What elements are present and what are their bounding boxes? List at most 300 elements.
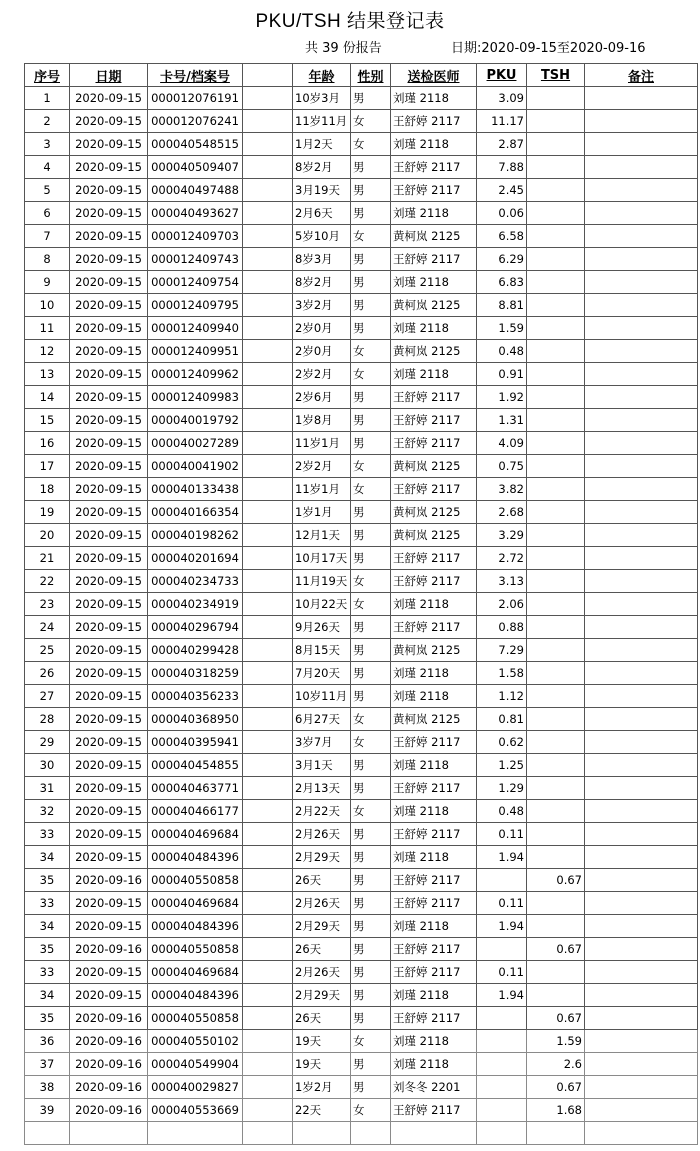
table-row <box>25 363 698 386</box>
cell-pku: 0.91 <box>477 363 527 386</box>
cell-age: 19天 <box>293 1030 351 1053</box>
cell-index <box>25 1122 70 1145</box>
cell-index: 37 <box>25 1053 70 1076</box>
cell-sex: 男 <box>351 1053 391 1076</box>
table-row <box>25 455 698 478</box>
table-row <box>25 800 698 823</box>
cell-remarks <box>585 1030 698 1053</box>
cell-remarks <box>585 110 698 133</box>
cell-remarks <box>585 1053 698 1076</box>
cell-age: 3月19天 <box>293 179 351 202</box>
cell-pku: 3.29 <box>477 524 527 547</box>
cell-card-number: 000040234733 <box>148 570 243 593</box>
cell-doctor: 王舒婷 2117 <box>391 892 477 915</box>
cell-index: 34 <box>25 915 70 938</box>
cell-blank <box>243 1007 293 1030</box>
cell-remarks <box>585 685 698 708</box>
cell-tsh <box>527 386 585 409</box>
cell-tsh: 2.6 <box>527 1053 585 1076</box>
cell-sex: 男 <box>351 524 391 547</box>
cell-tsh <box>527 547 585 570</box>
cell-doctor: 王舒婷 2117 <box>391 1099 477 1122</box>
header-blank <box>243 64 293 87</box>
cell-index: 20 <box>25 524 70 547</box>
cell-card-number: 000040509407 <box>148 156 243 179</box>
cell-blank <box>243 340 293 363</box>
cell-card-number <box>148 1122 243 1145</box>
cell-pku: 0.81 <box>477 708 527 731</box>
cell-index: 33 <box>25 892 70 915</box>
table-row <box>25 984 698 1007</box>
cell-tsh: 1.68 <box>527 1099 585 1122</box>
cell-pku: 6.83 <box>477 271 527 294</box>
cell-date: 2020-09-15 <box>70 386 148 409</box>
cell-age: 2月29天 <box>293 846 351 869</box>
cell-card-number: 000040484396 <box>148 984 243 1007</box>
cell-pku: 1.94 <box>477 915 527 938</box>
cell-blank <box>243 547 293 570</box>
cell-age: 11月19天 <box>293 570 351 593</box>
cell-remarks <box>585 1007 698 1030</box>
cell-card-number: 000012409940 <box>148 317 243 340</box>
cell-pku: 0.11 <box>477 961 527 984</box>
cell-card-number: 000012409983 <box>148 386 243 409</box>
cell-date: 2020-09-15 <box>70 248 148 271</box>
cell-index: 11 <box>25 317 70 340</box>
cell-card-number: 000040201694 <box>148 547 243 570</box>
cell-age: 19天 <box>293 1053 351 1076</box>
cell-doctor: 王舒婷 2117 <box>391 938 477 961</box>
table-row <box>25 432 698 455</box>
cell-tsh <box>527 984 585 1007</box>
cell-sex: 男 <box>351 892 391 915</box>
cell-tsh <box>527 892 585 915</box>
cell-tsh <box>527 133 585 156</box>
cell-index: 9 <box>25 271 70 294</box>
cell-index: 34 <box>25 846 70 869</box>
cell-index: 4 <box>25 156 70 179</box>
cell-tsh <box>527 915 585 938</box>
cell-blank <box>243 685 293 708</box>
cell-card-number: 000040469684 <box>148 823 243 846</box>
cell-index: 19 <box>25 501 70 524</box>
cell-tsh <box>527 340 585 363</box>
cell-sex: 男 <box>351 432 391 455</box>
cell-tsh <box>527 455 585 478</box>
cell-sex: 女 <box>351 225 391 248</box>
cell-age: 2岁2月 <box>293 455 351 478</box>
cell-sex: 女 <box>351 570 391 593</box>
cell-sex: 女 <box>351 593 391 616</box>
cell-tsh <box>527 731 585 754</box>
cell-age: 2月26天 <box>293 961 351 984</box>
table-row <box>25 570 698 593</box>
cell-index: 39 <box>25 1099 70 1122</box>
cell-tsh <box>527 1122 585 1145</box>
cell-date: 2020-09-16 <box>70 1053 148 1076</box>
cell-tsh <box>527 156 585 179</box>
cell-index: 12 <box>25 340 70 363</box>
header-age: 年龄 <box>293 64 351 87</box>
cell-date: 2020-09-16 <box>70 869 148 892</box>
cell-card-number: 000040549904 <box>148 1053 243 1076</box>
cell-card-number: 000012409703 <box>148 225 243 248</box>
cell-blank <box>243 1099 293 1122</box>
cell-date: 2020-09-15 <box>70 731 148 754</box>
cell-remarks <box>585 708 698 731</box>
cell-blank <box>243 639 293 662</box>
cell-index: 14 <box>25 386 70 409</box>
cell-date: 2020-09-15 <box>70 547 148 570</box>
cell-age: 9月26天 <box>293 616 351 639</box>
cell-age: 1岁2月 <box>293 1076 351 1099</box>
cell-doctor: 王舒婷 2117 <box>391 547 477 570</box>
cell-date: 2020-09-15 <box>70 179 148 202</box>
cell-remarks <box>585 432 698 455</box>
cell-tsh <box>527 754 585 777</box>
cell-card-number: 000040356233 <box>148 685 243 708</box>
cell-age: 2月6天 <box>293 202 351 225</box>
cell-tsh <box>527 708 585 731</box>
report-title: PKU/TSH 结果登记表 <box>255 11 445 32</box>
cell-remarks <box>585 87 698 110</box>
cell-index: 23 <box>25 593 70 616</box>
cell-remarks <box>585 409 698 432</box>
cell-card-number: 000040550102 <box>148 1030 243 1053</box>
cell-pku: 0.06 <box>477 202 527 225</box>
cell-blank <box>243 777 293 800</box>
cell-index: 27 <box>25 685 70 708</box>
cell-pku: 3.13 <box>477 570 527 593</box>
cell-age: 2岁6月 <box>293 386 351 409</box>
table-row <box>25 501 698 524</box>
cell-sex: 男 <box>351 271 391 294</box>
table-row <box>25 179 698 202</box>
cell-card-number: 000040454855 <box>148 754 243 777</box>
cell-blank <box>243 225 293 248</box>
cell-tsh <box>527 409 585 432</box>
cell-remarks <box>585 961 698 984</box>
cell-sex: 男 <box>351 662 391 685</box>
cell-card-number: 000040041902 <box>148 455 243 478</box>
cell-doctor: 王舒婷 2117 <box>391 570 477 593</box>
table-row <box>25 1030 698 1053</box>
cell-blank <box>243 294 293 317</box>
cell-age: 26天 <box>293 938 351 961</box>
cell-blank <box>243 570 293 593</box>
cell-blank <box>243 87 293 110</box>
cell-age: 2月26天 <box>293 892 351 915</box>
cell-sex: 男 <box>351 984 391 1007</box>
cell-blank <box>243 961 293 984</box>
cell-tsh <box>527 593 585 616</box>
cell-sex: 男 <box>351 156 391 179</box>
table-row <box>25 547 698 570</box>
cell-blank <box>243 179 293 202</box>
cell-tsh <box>527 363 585 386</box>
cell-doctor: 刘瑾 2118 <box>391 133 477 156</box>
cell-index: 18 <box>25 478 70 501</box>
cell-index: 28 <box>25 708 70 731</box>
cell-doctor: 刘瑾 2118 <box>391 685 477 708</box>
cell-blank <box>243 593 293 616</box>
table-row <box>25 1007 698 1030</box>
table-row <box>25 524 698 547</box>
cell-blank <box>243 248 293 271</box>
cell-remarks <box>585 846 698 869</box>
cell-doctor: 刘瑾 2118 <box>391 662 477 685</box>
cell-doctor <box>391 1122 477 1145</box>
cell-date: 2020-09-15 <box>70 915 148 938</box>
cell-index: 24 <box>25 616 70 639</box>
cell-sex: 女 <box>351 110 391 133</box>
cell-doctor: 王舒婷 2117 <box>391 110 477 133</box>
cell-doctor: 黄柯岚 2125 <box>391 524 477 547</box>
cell-age: 3岁7月 <box>293 731 351 754</box>
cell-pku: 1.92 <box>477 386 527 409</box>
cell-doctor: 刘瑾 2118 <box>391 593 477 616</box>
cell-index: 17 <box>25 455 70 478</box>
cell-sex: 男 <box>351 754 391 777</box>
cell-remarks <box>585 271 698 294</box>
cell-doctor: 王舒婷 2117 <box>391 179 477 202</box>
cell-date: 2020-09-15 <box>70 432 148 455</box>
cell-age: 22天 <box>293 1099 351 1122</box>
cell-sex: 男 <box>351 938 391 961</box>
cell-doctor: 王舒婷 2117 <box>391 961 477 984</box>
cell-date: 2020-09-15 <box>70 961 148 984</box>
cell-remarks <box>585 179 698 202</box>
cell-age: 2月29天 <box>293 915 351 938</box>
cell-pku: 7.29 <box>477 639 527 662</box>
cell-doctor: 王舒婷 2117 <box>391 731 477 754</box>
cell-remarks <box>585 570 698 593</box>
cell-age: 10月17天 <box>293 547 351 570</box>
cell-date: 2020-09-15 <box>70 409 148 432</box>
cell-sex: 男 <box>351 685 391 708</box>
table-row <box>25 317 698 340</box>
table-row <box>25 938 698 961</box>
table-body <box>25 87 698 1145</box>
cell-index: 1 <box>25 87 70 110</box>
cell-remarks <box>585 202 698 225</box>
table-row <box>25 294 698 317</box>
cell-age <box>293 1122 351 1145</box>
cell-age: 5岁10月 <box>293 225 351 248</box>
cell-card-number: 000040550858 <box>148 938 243 961</box>
cell-card-number: 000012409795 <box>148 294 243 317</box>
cell-doctor: 黄柯岚 2125 <box>391 225 477 248</box>
cell-tsh <box>527 179 585 202</box>
cell-sex: 男 <box>351 1007 391 1030</box>
cell-card-number: 000040296794 <box>148 616 243 639</box>
cell-tsh <box>527 685 585 708</box>
cell-index: 16 <box>25 432 70 455</box>
cell-date: 2020-09-15 <box>70 340 148 363</box>
cell-date: 2020-09-16 <box>70 1007 148 1030</box>
cell-remarks <box>585 639 698 662</box>
cell-sex: 男 <box>351 777 391 800</box>
table-row <box>25 639 698 662</box>
cell-pku <box>477 1030 527 1053</box>
cell-doctor: 刘瑾 2118 <box>391 846 477 869</box>
cell-card-number: 000040395941 <box>148 731 243 754</box>
table-row <box>25 248 698 271</box>
cell-blank <box>243 478 293 501</box>
cell-blank <box>243 892 293 915</box>
cell-index: 26 <box>25 662 70 685</box>
cell-index: 35 <box>25 1007 70 1030</box>
cell-doctor: 黄柯岚 2125 <box>391 455 477 478</box>
cell-remarks <box>585 317 698 340</box>
cell-blank <box>243 915 293 938</box>
cell-pku <box>477 1053 527 1076</box>
cell-index: 32 <box>25 800 70 823</box>
cell-index: 2 <box>25 110 70 133</box>
cell-date: 2020-09-15 <box>70 133 148 156</box>
cell-remarks <box>585 800 698 823</box>
cell-blank <box>243 363 293 386</box>
cell-tsh <box>527 432 585 455</box>
cell-date: 2020-09-15 <box>70 639 148 662</box>
table-row <box>25 133 698 156</box>
cell-pku: 1.25 <box>477 754 527 777</box>
cell-doctor: 王舒婷 2117 <box>391 156 477 179</box>
cell-sex: 男 <box>351 317 391 340</box>
cell-pku: 2.06 <box>477 593 527 616</box>
cell-sex: 男 <box>351 547 391 570</box>
cell-tsh <box>527 823 585 846</box>
cell-blank <box>243 133 293 156</box>
table-row <box>25 662 698 685</box>
cell-card-number: 000040299428 <box>148 639 243 662</box>
cell-age: 11岁1月 <box>293 478 351 501</box>
cell-doctor: 王舒婷 2117 <box>391 386 477 409</box>
cell-remarks <box>585 478 698 501</box>
table-row <box>25 823 698 846</box>
cell-date: 2020-09-15 <box>70 478 148 501</box>
cell-index: 13 <box>25 363 70 386</box>
cell-date: 2020-09-16 <box>70 1099 148 1122</box>
cell-pku: 1.59 <box>477 317 527 340</box>
table-row <box>25 1076 698 1099</box>
header-date: 日期 <box>70 64 148 87</box>
cell-doctor: 黄柯岚 2125 <box>391 501 477 524</box>
cell-doctor: 刘瑾 2118 <box>391 800 477 823</box>
cell-tsh <box>527 225 585 248</box>
cell-sex: 男 <box>351 501 391 524</box>
cell-sex: 男 <box>351 294 391 317</box>
table-row <box>25 961 698 984</box>
cell-card-number: 000040493627 <box>148 202 243 225</box>
cell-sex: 男 <box>351 616 391 639</box>
cell-doctor: 刘瑾 2118 <box>391 1030 477 1053</box>
cell-pku: 1.31 <box>477 409 527 432</box>
cell-doctor: 刘瑾 2118 <box>391 363 477 386</box>
cell-age: 10月22天 <box>293 593 351 616</box>
cell-doctor: 王舒婷 2117 <box>391 478 477 501</box>
cell-date: 2020-09-15 <box>70 202 148 225</box>
cell-age: 2月29天 <box>293 984 351 1007</box>
cell-tsh: 1.59 <box>527 1030 585 1053</box>
cell-blank <box>243 110 293 133</box>
cell-tsh <box>527 846 585 869</box>
cell-sex: 女 <box>351 133 391 156</box>
cell-remarks <box>585 363 698 386</box>
table-row <box>25 110 698 133</box>
cell-date: 2020-09-16 <box>70 1076 148 1099</box>
cell-remarks <box>585 823 698 846</box>
cell-card-number: 000040469684 <box>148 961 243 984</box>
cell-date: 2020-09-15 <box>70 800 148 823</box>
cell-index: 33 <box>25 823 70 846</box>
cell-tsh <box>527 639 585 662</box>
cell-tsh: 0.67 <box>527 1007 585 1030</box>
cell-doctor: 刘瑾 2118 <box>391 271 477 294</box>
cell-sex: 女 <box>351 1099 391 1122</box>
cell-index: 5 <box>25 179 70 202</box>
cell-remarks <box>585 616 698 639</box>
cell-age: 2月22天 <box>293 800 351 823</box>
table-row <box>25 1053 698 1076</box>
cell-age: 1岁1月 <box>293 501 351 524</box>
cell-pku: 0.48 <box>477 800 527 823</box>
cell-card-number: 000040497488 <box>148 179 243 202</box>
cell-age: 10岁3月 <box>293 87 351 110</box>
cell-age: 11岁1月 <box>293 432 351 455</box>
cell-pku: 6.58 <box>477 225 527 248</box>
cell-card-number: 000040234919 <box>148 593 243 616</box>
cell-tsh <box>527 248 585 271</box>
cell-doctor: 刘瑾 2118 <box>391 754 477 777</box>
cell-age: 2岁0月 <box>293 340 351 363</box>
cell-card-number: 000040133438 <box>148 478 243 501</box>
cell-doctor: 王舒婷 2117 <box>391 432 477 455</box>
table-row <box>25 202 698 225</box>
cell-date: 2020-09-15 <box>70 593 148 616</box>
cell-sex: 女 <box>351 800 391 823</box>
cell-remarks <box>585 731 698 754</box>
cell-age: 10岁11月 <box>293 685 351 708</box>
cell-blank <box>243 708 293 731</box>
cell-pku: 8.81 <box>477 294 527 317</box>
table-row <box>25 731 698 754</box>
cell-card-number: 000040484396 <box>148 846 243 869</box>
cell-tsh: 0.67 <box>527 1076 585 1099</box>
cell-doctor: 黄柯岚 2125 <box>391 294 477 317</box>
table-row <box>25 915 698 938</box>
report-count: 共 39 份报告 <box>305 41 382 56</box>
cell-date: 2020-09-15 <box>70 662 148 685</box>
cell-index: 25 <box>25 639 70 662</box>
cell-card-number: 000040368950 <box>148 708 243 731</box>
cell-pku: 11.17 <box>477 110 527 133</box>
cell-card-number: 000012409743 <box>148 248 243 271</box>
cell-blank <box>243 386 293 409</box>
cell-sex: 女 <box>351 731 391 754</box>
header-remarks: 备注 <box>585 64 698 87</box>
cell-blank <box>243 1076 293 1099</box>
cell-blank <box>243 1053 293 1076</box>
cell-date: 2020-09-15 <box>70 363 148 386</box>
registration-table <box>24 63 698 1145</box>
table-row <box>25 708 698 731</box>
table-row <box>25 156 698 179</box>
cell-date <box>70 1122 148 1145</box>
cell-sex: 男 <box>351 179 391 202</box>
cell-date: 2020-09-15 <box>70 823 148 846</box>
cell-blank <box>243 156 293 179</box>
